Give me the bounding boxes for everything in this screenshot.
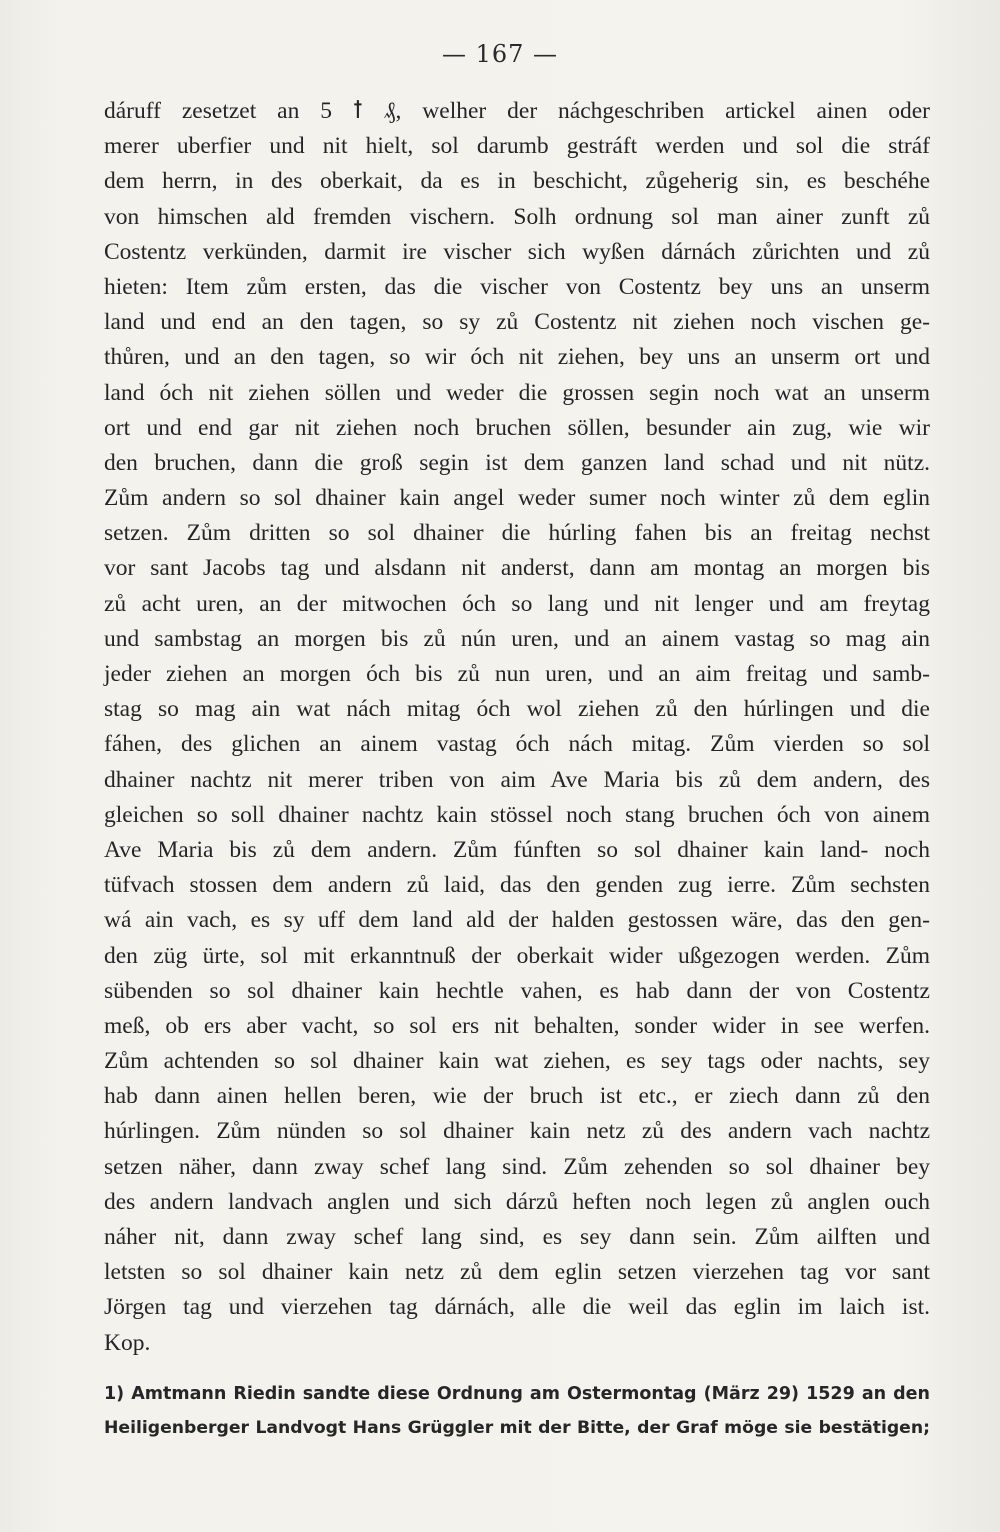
text-line: vor sant Jacobs tag und alsdann nit anderst, dann am montag an morgen bis — [104, 555, 930, 582]
text-line: dem herrn, in des oberkait, da es in beschicht, zůgeherig sin, es beschéhe — [104, 168, 930, 195]
text-line: setzen. Zům dritten so sol dhainer die húrling fahen bis an freitag nechst — [104, 520, 930, 547]
text-line: dáruff zesetzet an 5 ꝉ ₰, welher der náchgeschriben artickel ainen oder — [104, 98, 930, 124]
text-line: merer uberfier und nit hielt, sol darumb gestráft werden und sol die stráf — [104, 133, 930, 160]
text-line: zů acht uren, an der mitwochen óch so lang und nit lenger und am freytag — [104, 590, 930, 617]
text-line: náher nit, dann zway schef lang sind, es sey dann sein. Zům ailften und — [104, 1224, 930, 1250]
text-line: land und end an den tagen, so sy zů Costentz nit ziehen noch vischen ge- — [104, 309, 930, 336]
text-line: Zům andern so sol dhainer kain angel weder sumer noch winter zů dem eglin — [104, 485, 930, 512]
text-line: setzen näher, dann zway schef lang sind. Zům zehenden so sol dhainer bey — [104, 1153, 930, 1180]
text-line: Costentz verkünden, darmit ire vischer sich wyßen dárnách zůrichten und zů — [104, 238, 930, 265]
text-line: wá ain vach, es sy uff dem land ald der halden gestossen wäre, das den gen- — [104, 907, 930, 934]
text-line: sübenden so sol dhainer kain hechtle vahen, es hab dann der von Costentz — [104, 977, 930, 1004]
footnote — [104, 1377, 930, 1445]
text-line: hab dann ainen hellen beren, wie der bruch ist etc., er ziech dann zů den — [104, 1083, 930, 1110]
text-line: gleichen so soll dhainer nachtz kain stössel noch stang bruchen óch von ainem — [104, 801, 930, 828]
text-line: den bruchen, dann die groß segin ist dem ganzen land schad und nit nütz. — [104, 449, 930, 476]
text-line: den züg ürte, sol mit erkanntnuß der oberkait wider ußgezogen werden. Zům — [104, 942, 930, 969]
text-line: ort und end gar nit ziehen noch bruchen söllen, besunder ain zug, wie wir — [104, 414, 930, 441]
text-line: hieten: Item zům ersten, das die vischer von Costentz bey uns an unserm — [104, 273, 930, 300]
text-line: thůren, und an den tagen, so wir óch nit ziehen, bey uns an unserm ort und — [104, 344, 930, 371]
text-line: meß, ob ers aber vacht, so sol ers nit behalten, sonder wider in see werfen. — [104, 1012, 930, 1039]
text-line: Zům achtenden so sol dhainer kain wat ziehen, es sey tags oder nachts, sey — [104, 1048, 930, 1075]
text-line: stag so mag ain wat nách mitag óch wol ziehen zů den húrlingen und die — [104, 696, 930, 723]
footnote-line: Heiligenberger Landvogt Hans Grüggler mit der Bitte, der Graf möge sie bestätigen; — [104, 1418, 930, 1438]
text-line: land óch nit ziehen söllen und weder die grossen segin noch wat an unserm — [104, 379, 930, 406]
text-line: húrlingen. Zům nünden so sol dhainer kain netz zů des andern vach nachtz — [104, 1118, 930, 1145]
text-line: und sambstag an morgen bis zů nún uren, und an ainem vastag so mag ain — [104, 625, 930, 652]
main-text — [104, 94, 930, 1361]
text-line: des andern landvach anglen und sich dárzů heften noch legen zů anglen ouch — [104, 1188, 930, 1215]
text-line: jeder ziehen an morgen óch bis zů nun uren, und an aim freitag und samb- — [104, 661, 930, 687]
text-line-source: Kop. — [104, 1329, 151, 1356]
text-line: fáhen, des glichen an ainem vastag óch nách mitag. Zům vierden so sol — [104, 731, 930, 758]
text-line: letsten so sol dhainer kain netz zů dem eglin setzen vierzehen tag vor sant — [104, 1259, 930, 1286]
page-number: — 167 — — [441, 40, 559, 68]
text-line: dhainer nachtz nit merer triben von aim Ave Maria bis zů dem andern, des — [104, 766, 930, 793]
footnote-line: 1) Amtmann Riedin sandte diese Ordnung am Ostermontag (März 29) 1529 an den — [104, 1384, 930, 1404]
text-line: Jörgen tag und vierzehen tag dárnách, alle die weil das eglin im laich ist. — [104, 1294, 930, 1321]
text-line: tüfvach stossen dem andern zů laid, das den genden zug ierre. Zům sechsten — [104, 872, 930, 899]
text-line: Ave Maria bis zů dem andern. Zům fúnften so sol dhainer kain land- noch — [104, 836, 930, 863]
text-line: von himschen ald fremden vischern. Solh ordnung sol man ainer zunft zů — [104, 203, 930, 230]
